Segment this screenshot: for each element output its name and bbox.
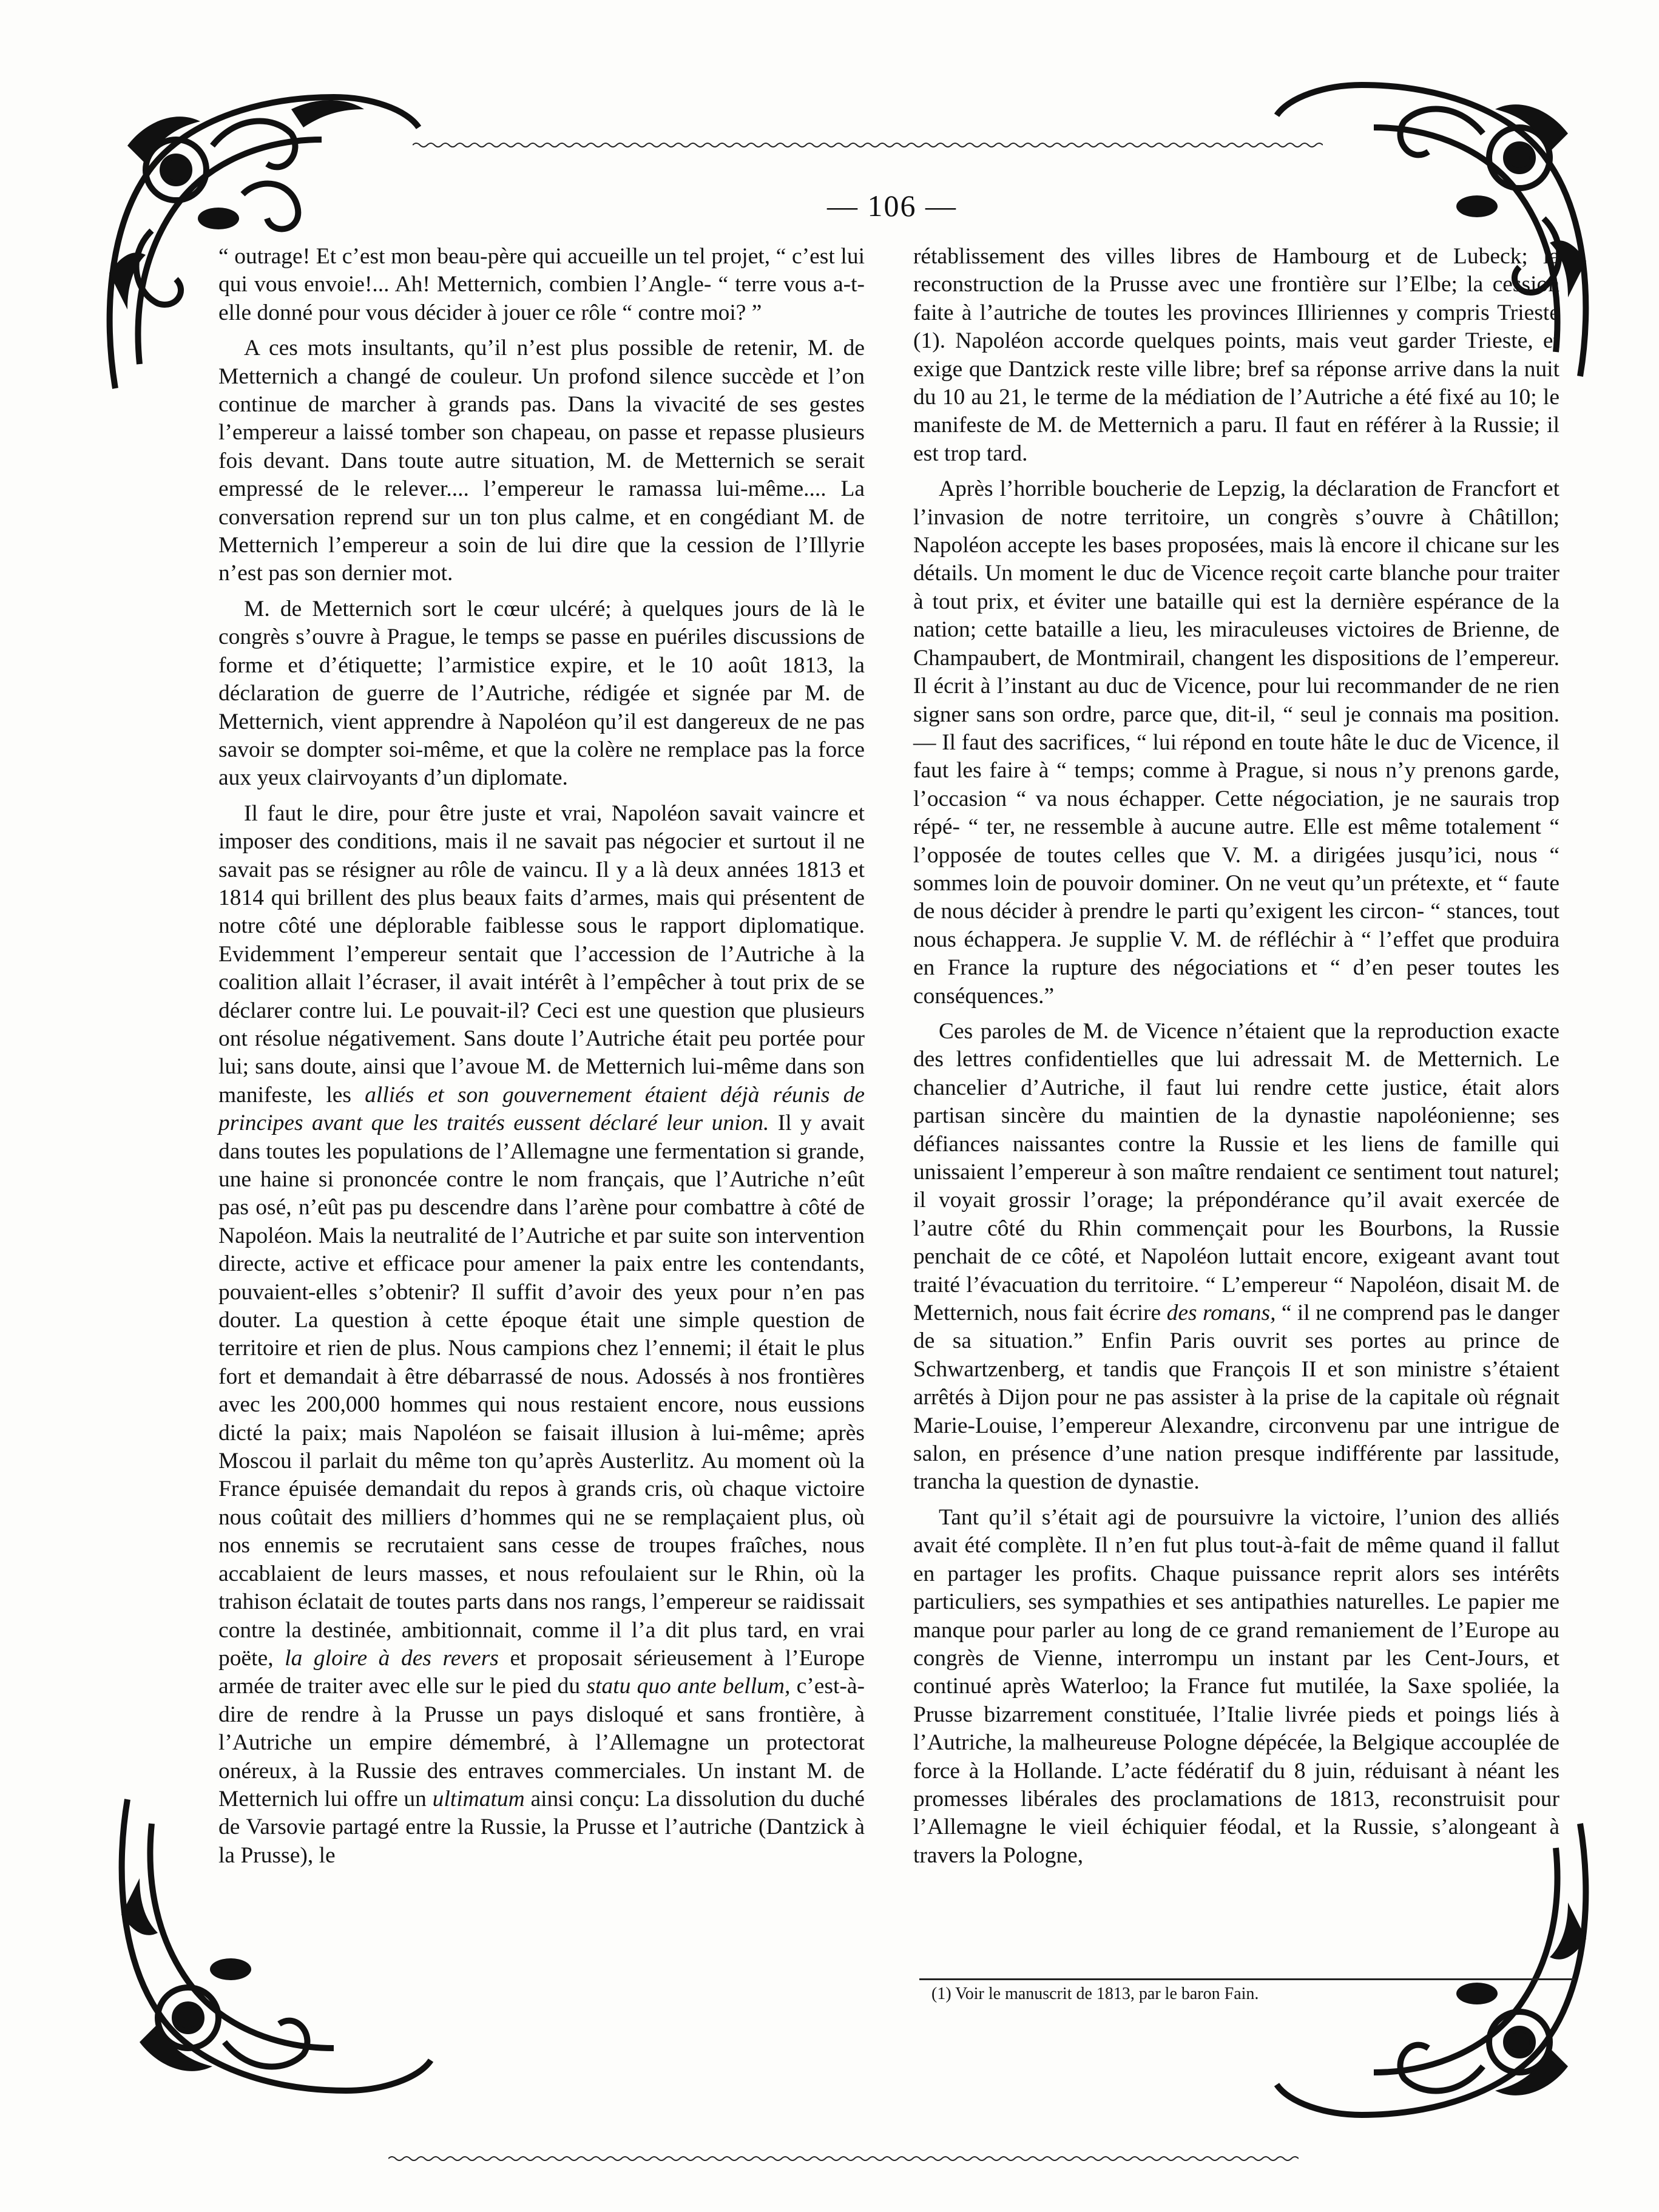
paragraph <box>913 1018 1559 1497</box>
page-number: — 106 — <box>827 189 957 223</box>
italic-latin: ultimatum <box>432 1786 525 1811</box>
top-border-rule <box>413 141 1323 149</box>
paragraph: Tant qu’il s’était agi de poursuivre la victoire, l’union des alliés avait été complète. Il n’en fut plus tout-à-fait de même quand il fallut en partager les profits. Chaque puissance reprit alors ses intérêts particuliers, ses sympathies et ses antipathies naturelles. Le papier me manque pour parler au long de ce grand remaniement de l’Europe au congrès de Vienne, interrompu un instant par les Cent-Jours, et continué après Waterloo; la France fut mutilée, la Saxe spoliée, la Prusse bizarrement constituée, l’Italie livrée pieds et poings liés à l’Autriche, la malheureuse Pologne dépécée, la Belgique accouplée de force à la Hollande. L’acte fédératif du 8 juin, réduisant à néant les promesses libérales des proclamations de 1813, reconstruisit pour l’Allemagne le vieil échiquier féodal, et la Russie, s’alongeant à travers la Pologne, <box>913 1504 1559 1868</box>
paragraph: Après l’horrible boucherie de Lepzig, la déclaration de Francfort et l’invasion de notre territoire, un congrès s’ouvre à Châtillon; Napoléon accepte les bases proposées, mais là encore il chicane sur les détails. Un moment le duc de Vicence reçoit carte blanche pour traiter à tout prix, et éviter une bataille qui est la dernière espérance de la nation; cette bataille a lieu, les miraculeuses victoires de Brienne, de Champaubert, de Montmirail, changent les dispositions de l’empereur. Il écrit à l’instant au duc de Vicence, pour lui recommander de ne rien signer sans son ordre, parce que, dit-il, “ seul je connais ma position. — Il faut des sacrifices, “ lui répond en toute hâte le duc de Vicence, il faut les faire à “ temps; comme à Prague, si nous n’y prenons garde, l’occasion “ va nous échapper. Cette négociation, je ne saurais trop répé- “ ter, ne ressemble à aucune autre. Elle est même totalement “ l’opposée de toutes celles que V. M. a dirigées jusqu’ici, nous “ sommes loin de pouvoir dominer. On ne veut qu’un prétexte, et “ faute de nous décider à prendre le parti qu’exigent les circon- “ stances, tout nous échappera. Je supplie V. M. de réfléchir à “ l’effet que produira en France la rupture des négociations et “ d’en peser toutes les conséquences.” <box>913 476 1559 1009</box>
paragraph: rétablissement des villes libres de Hambourg et de Lubeck; la reconstruction de la Prusse avec une frontière sur l’Elbe; la cession faite à l’autriche de toutes les provinces Illiriennes y compris Trieste (1). Napoléon accorde quelques points, mais veut garder Trieste, et exige que Dantzick reste ville libre; bref sa réponse arrive dans la nuit du 10 au 21, le terme de la médiation de l’Autriche a été fixé au 10; le manifeste de M. de Metternich a paru. Il faut en référer à la Russie; il est trop tard. <box>913 244 1559 466</box>
footnote: (1) Voir le manuscrit de 1813, par le baron Fain. <box>931 1984 1259 2003</box>
right-column <box>913 243 1559 1870</box>
text-run: “ il ne comprend pas le danger de sa situation.” Enfin Paris ouvrit ses portes au prince de Schwartzenberg, et tandis que François II et son ministre s’étaient arrêtés à Dijon pour ne pas assister à la prise de la capitale où régnait Marie-Louise, l’empereur Alexandre, circonvenu par une intrigue de salon, en présence d’une nation presque indifférente par lassitude, trancha la question de dynastie. <box>913 1300 1560 1495</box>
italic-latin: statu quo ante bellum, <box>586 1674 791 1699</box>
italic-quote: la gloire à des revers <box>285 1645 499 1671</box>
paragraph <box>218 800 865 1870</box>
text-run: ainsi conçu: La dissolution du duché de Varsovie partagé entre la Russie, la Prusse et l’autriche (Dantzick à la Prusse), le <box>218 1786 865 1868</box>
bottom-border-rule <box>388 2154 1299 2163</box>
left-column <box>218 243 865 1870</box>
italic-quote: des romans, <box>1166 1300 1276 1326</box>
paragraph: A ces mots insultants, qu’il n’est plus possible de retenir, M. de Metternich a changé de couleur. Un profond silence succède et l’on continue de marcher à grands pas. Dans la vivacité de ses gestes l’empereur a laissé tomber son chapeau, on passe et repasse plusieurs fois devant. Dans toute autre situation, M. de Metternich se serait empressé de le relever.... l’empereur le ramassa lui-même.... La conversation reprend sur un ton plus calme, et en congédiant M. de Metternich l’empereur a soin de lui dire que la cession de l’Illyrie n’est pas son dernier mot. <box>218 336 865 586</box>
text-run: c’est-à-dire de rendre à la Prusse un pays disloqué et sans frontière, à l’Autriche un empire démembré, à l’Allemagne un protectorat onéreux, à la Russie des entraves commerciales. Un instant M. de Metternich lui offre un <box>218 1674 865 1811</box>
text-run: Ces paroles de M. de Vicence n’étaient que la reproduction exacte des lettres confidentielles que lui adressait M. de Metternich. Le chancelier d’Autriche, il faut lui rendre cette justice, était alors partisan sincère du maintien de la dynastie napoléonienne; ses défiances naissantes contre la Russie et les liens de famille qui unissaient l’empereur à son maître rendaient ce sentiment tout naturel; il voyait grossir l’orage; la prépondérance qu’il avait exercée de l’autre côté du Rhin commençait pour les Bourbons, la Russie penchait de ce côté, et Napoléon luttait encore, exigeant avant tout traité l’évacuation du territoire. “ L’empereur “ Napoléon, disait M. de Metternich, nous fait écrire <box>913 1018 1559 1326</box>
paragraph: M. de Metternich sort le cœur ulcéré; à quelques jours de là le congrès s’ouvre à Prague, le temps se passe en puériles discussions de forme et d’étiquette; l’armistice expire, et le 10 août 1813, la déclaration de guerre de l’Autriche, rédigée et signée par M. de Metternich, vient apprendre à Napoléon qu’il est dangereux de ne pas savoir se dompter soi-même, et que la colère ne remplace pas la force aux yeux clairvoyants d’un diplomate. <box>218 596 865 791</box>
text-run: Il y avait dans toutes les populations de l’Allemagne une fermentation si grande, une haine si prononcée contre le nom français, que l’Autriche n’eût pas osé, n’eût pas pu descendre dans l’arène pour combattre à côté de Napoléon. Mais la neutralité de l’Autriche et par suite son intervention directe, active et efficace pour amener la paix entre les contendants, pouvaient-elles s’obtenir? Il suffit d’avoir des yeux pour n’en pas douter. La question à cette époque était une simple question de territoire et rien de plus. Nous campions chez l’ennemi; il était le plus fort et demandait à être débarrassé de nous. Adossés à nos frontières avec les 200,000 hommes qui nous restaient encore, nous eussions dicté la paix; mais Napoléon se faisait illusion à lui-même; après Moscou il parlait du même ton qu’après Austerlitz. Au moment où la France épuisée demandait du repos à grands cris, où chaque victoire nous coûtait des milliers d’hommes qui ne se remplaçaient plus, où nos ennemis se recrutaient sans cesse de troupes fraîches, nous accablaient de leurs masses, et nous refoulaient sur le Rhin, où la trahison éclatait de toutes parts dans nos rangs, l’empereur se raidissait contre la destinée, ambitionnait, comme il l’a dit plus tard, en vrai poëte, <box>218 1111 865 1671</box>
text-run: Il faut le dire, pour être juste et vrai, Napoléon savait vaincre et imposer des conditions, mais il ne savait pas négocier et surtout il ne savait pas se résigner au rôle de vaincu. Il y a là deux années 1813 et 1814 qui brillent des plus beaux faits d’armes, mais qui présentent de notre côté une déplorable faiblesse sous le rapport diplomatique. Evidemment l’empereur sentait que l’accession de l’Autriche à la coalition allait l’écraser, il avait intérêt à l’empêcher à tout prix de se déclarer contre lui. Le pouvait-il? Ceci est une question que plusieurs ont résolue négativement. Sans doute l’Autriche était peu portée pour lui; sans doute, ainsi que l’avoue M. de Metternich lui-même dans son manifeste, les <box>218 800 865 1108</box>
italic-quote: alliés et son gouvernement étaient déjà réunis de principes avant que les traités eussent déclaré leur union. <box>218 1082 865 1136</box>
paragraph: “ outrage! Et c’est mon beau-père qui accueille un tel projet, “ c’est lui qui vous envoie!... Ah! Metternich, combien l’Angle- “ terre vous a-t-elle donné pour vous décider à jouer ce rôle “ contre moi? ” <box>218 244 865 325</box>
text-run: et proposait sérieusement à l’Europe armée de traiter avec elle sur le pied du <box>218 1645 865 1699</box>
footnote-divider <box>919 1978 1575 1980</box>
